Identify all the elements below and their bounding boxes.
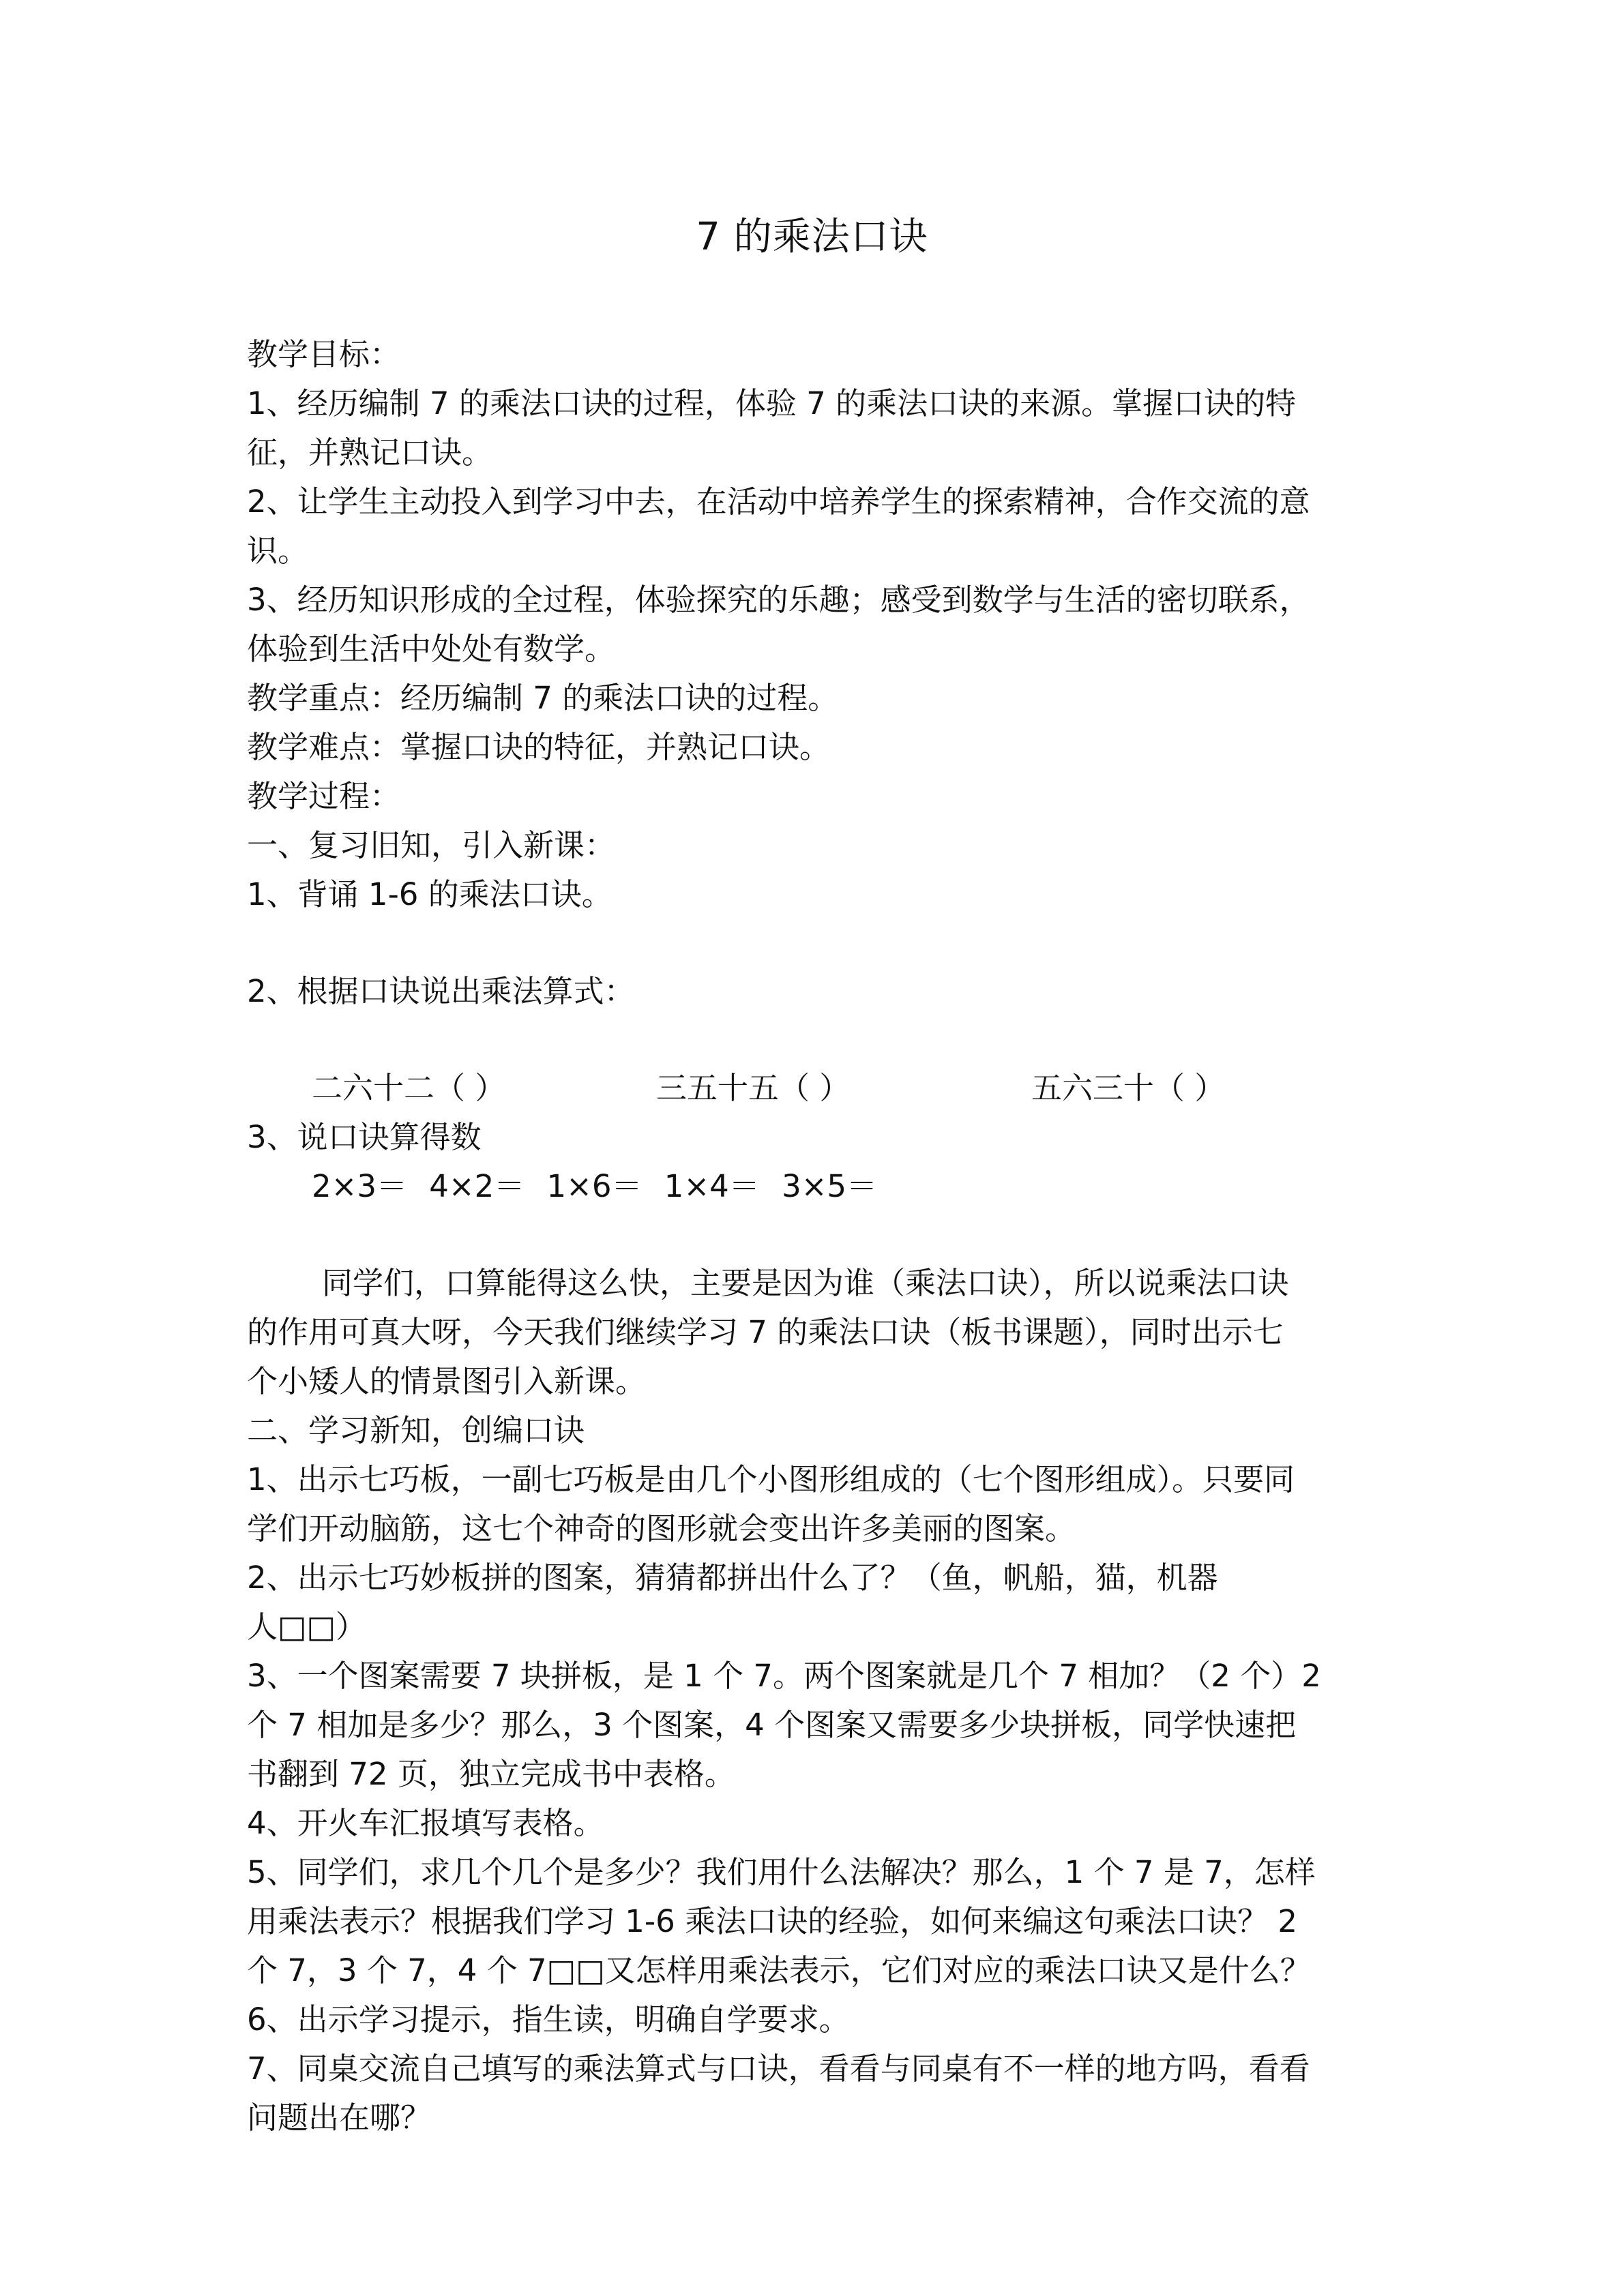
new-item-7-line-1: 7、同桌交流自己填写的乘法算式与口诀，看看与同桌有不一样的地方吗，看看	[247, 2051, 1310, 2087]
new-item-2-line-2: 人□□）	[247, 1609, 367, 1645]
new-item-5-line-3: 个 7，3 个 7，4 个 7□□又怎样用乘法表示，它们对应的乘法口诀又是什么？	[247, 1952, 1311, 1988]
new-item-7-line-2: 问题出在哪？	[247, 2100, 432, 2136]
new-item-3-line-2: 个 7 相加是多少？那么，3 个图案，4 个图案又需要多少块拼板，同学快速把	[247, 1707, 1297, 1743]
spacer	[247, 919, 1379, 967]
fill-in-blanks-row	[247, 1064, 1379, 1113]
objective-1-line-1: 1、经历编制 7 的乘法口诀的过程，体验 7 的乘法口诀的来源。掌握口诀的特	[247, 385, 1297, 421]
difficult-point: 教学难点：掌握口诀的特征，并熟记口诀。	[247, 729, 831, 765]
blank-item: 五六三十（ ）	[1031, 1070, 1226, 1106]
objective-2-line-2: 识。	[247, 533, 309, 569]
intro-paragraph-line: 同学们，口算能得这么快，主要是因为谁（乘法口诀），所以说乘法口诀	[322, 1265, 1289, 1301]
key-point: 教学重点：经历编制 7 的乘法口诀的过程。	[247, 680, 839, 716]
review-item-2: 2、根据口诀说出乘法算式：	[247, 973, 635, 1009]
review-item-3: 3、说口诀算得数	[247, 1119, 482, 1155]
process-heading: 教学过程：	[247, 778, 401, 814]
new-item-4: 4、开火车汇报填写表格。	[247, 1805, 604, 1841]
objectives-heading: 教学目标：	[247, 336, 401, 372]
objective-1-line-2: 征，并熟记口诀。	[247, 434, 493, 471]
new-item-5-line-1: 5、同学们，求几个几个是多少？我们用什么法解决？那么，1 个 7 是 7，怎样	[247, 1854, 1316, 1890]
section-1-heading: 一、复习旧知，引入新课：	[247, 827, 616, 863]
new-item-1-line-2: 学们开动脑筋，这七个神奇的图形就会变出许多美丽的图案。	[247, 1510, 1076, 1547]
intro-paragraph-line: 的作用可真大呀，今天我们继续学习 7 的乘法口诀（板书课题），同时出示七	[247, 1314, 1284, 1350]
objective-2-line-1: 2、让学生主动投入到学习中去，在活动中培养学生的探索精神，合作交流的意	[247, 483, 1310, 520]
document-body	[247, 330, 1379, 2143]
new-item-3-line-1: 3、一个图案需要 7 块拼板，是 1 个 7。两个图案就是几个 7 相加？（2 个）2	[247, 1658, 1321, 1694]
objective-3-line-2: 体验到生活中处处有数学。	[247, 631, 616, 667]
spacer	[247, 1016, 1379, 1064]
section-2-heading: 二、学习新知，创编口诀	[247, 1412, 585, 1448]
new-item-2-line-1: 2、出示七巧妙板拼的图案，猜猜都拼出什么了？（鱼，帆船，猫，机器	[247, 1560, 1218, 1596]
new-item-6: 6、出示学习提示，指生读，明确自学要求。	[247, 2001, 850, 2038]
objective-3-line-1: 3、经历知识形成的全过程，体验探究的乐趣；感受到数学与生活的密切联系，	[247, 582, 1310, 618]
intro-paragraph-line: 个小矮人的情景图引入新课。	[247, 1363, 647, 1399]
new-item-3-line-3: 书翻到 72 页，独立完成书中表格。	[247, 1756, 735, 1792]
page-title: 7 的乘法口诀	[696, 215, 928, 259]
new-item-5-line-2: 用乘法表示？根据我们学习 1-6 乘法口诀的经验，如何来编这句乘法口诀？ 2	[247, 1903, 1298, 1939]
blank-item: 二六十二（ ）	[312, 1070, 506, 1106]
new-item-1-line-1: 1、出示七巧板，一副七巧板是由几个小图形组成的（七个图形组成）。只要同	[247, 1461, 1295, 1497]
review-item-1: 1、背诵 1-6 的乘法口诀。	[247, 876, 612, 912]
spacer	[247, 1211, 1379, 1259]
calculation-row: 2×3＝ 4×2＝ 1×6＝ 1×4＝ 3×5＝	[312, 1168, 878, 1204]
blank-item: 三五十五（ ）	[656, 1070, 851, 1106]
